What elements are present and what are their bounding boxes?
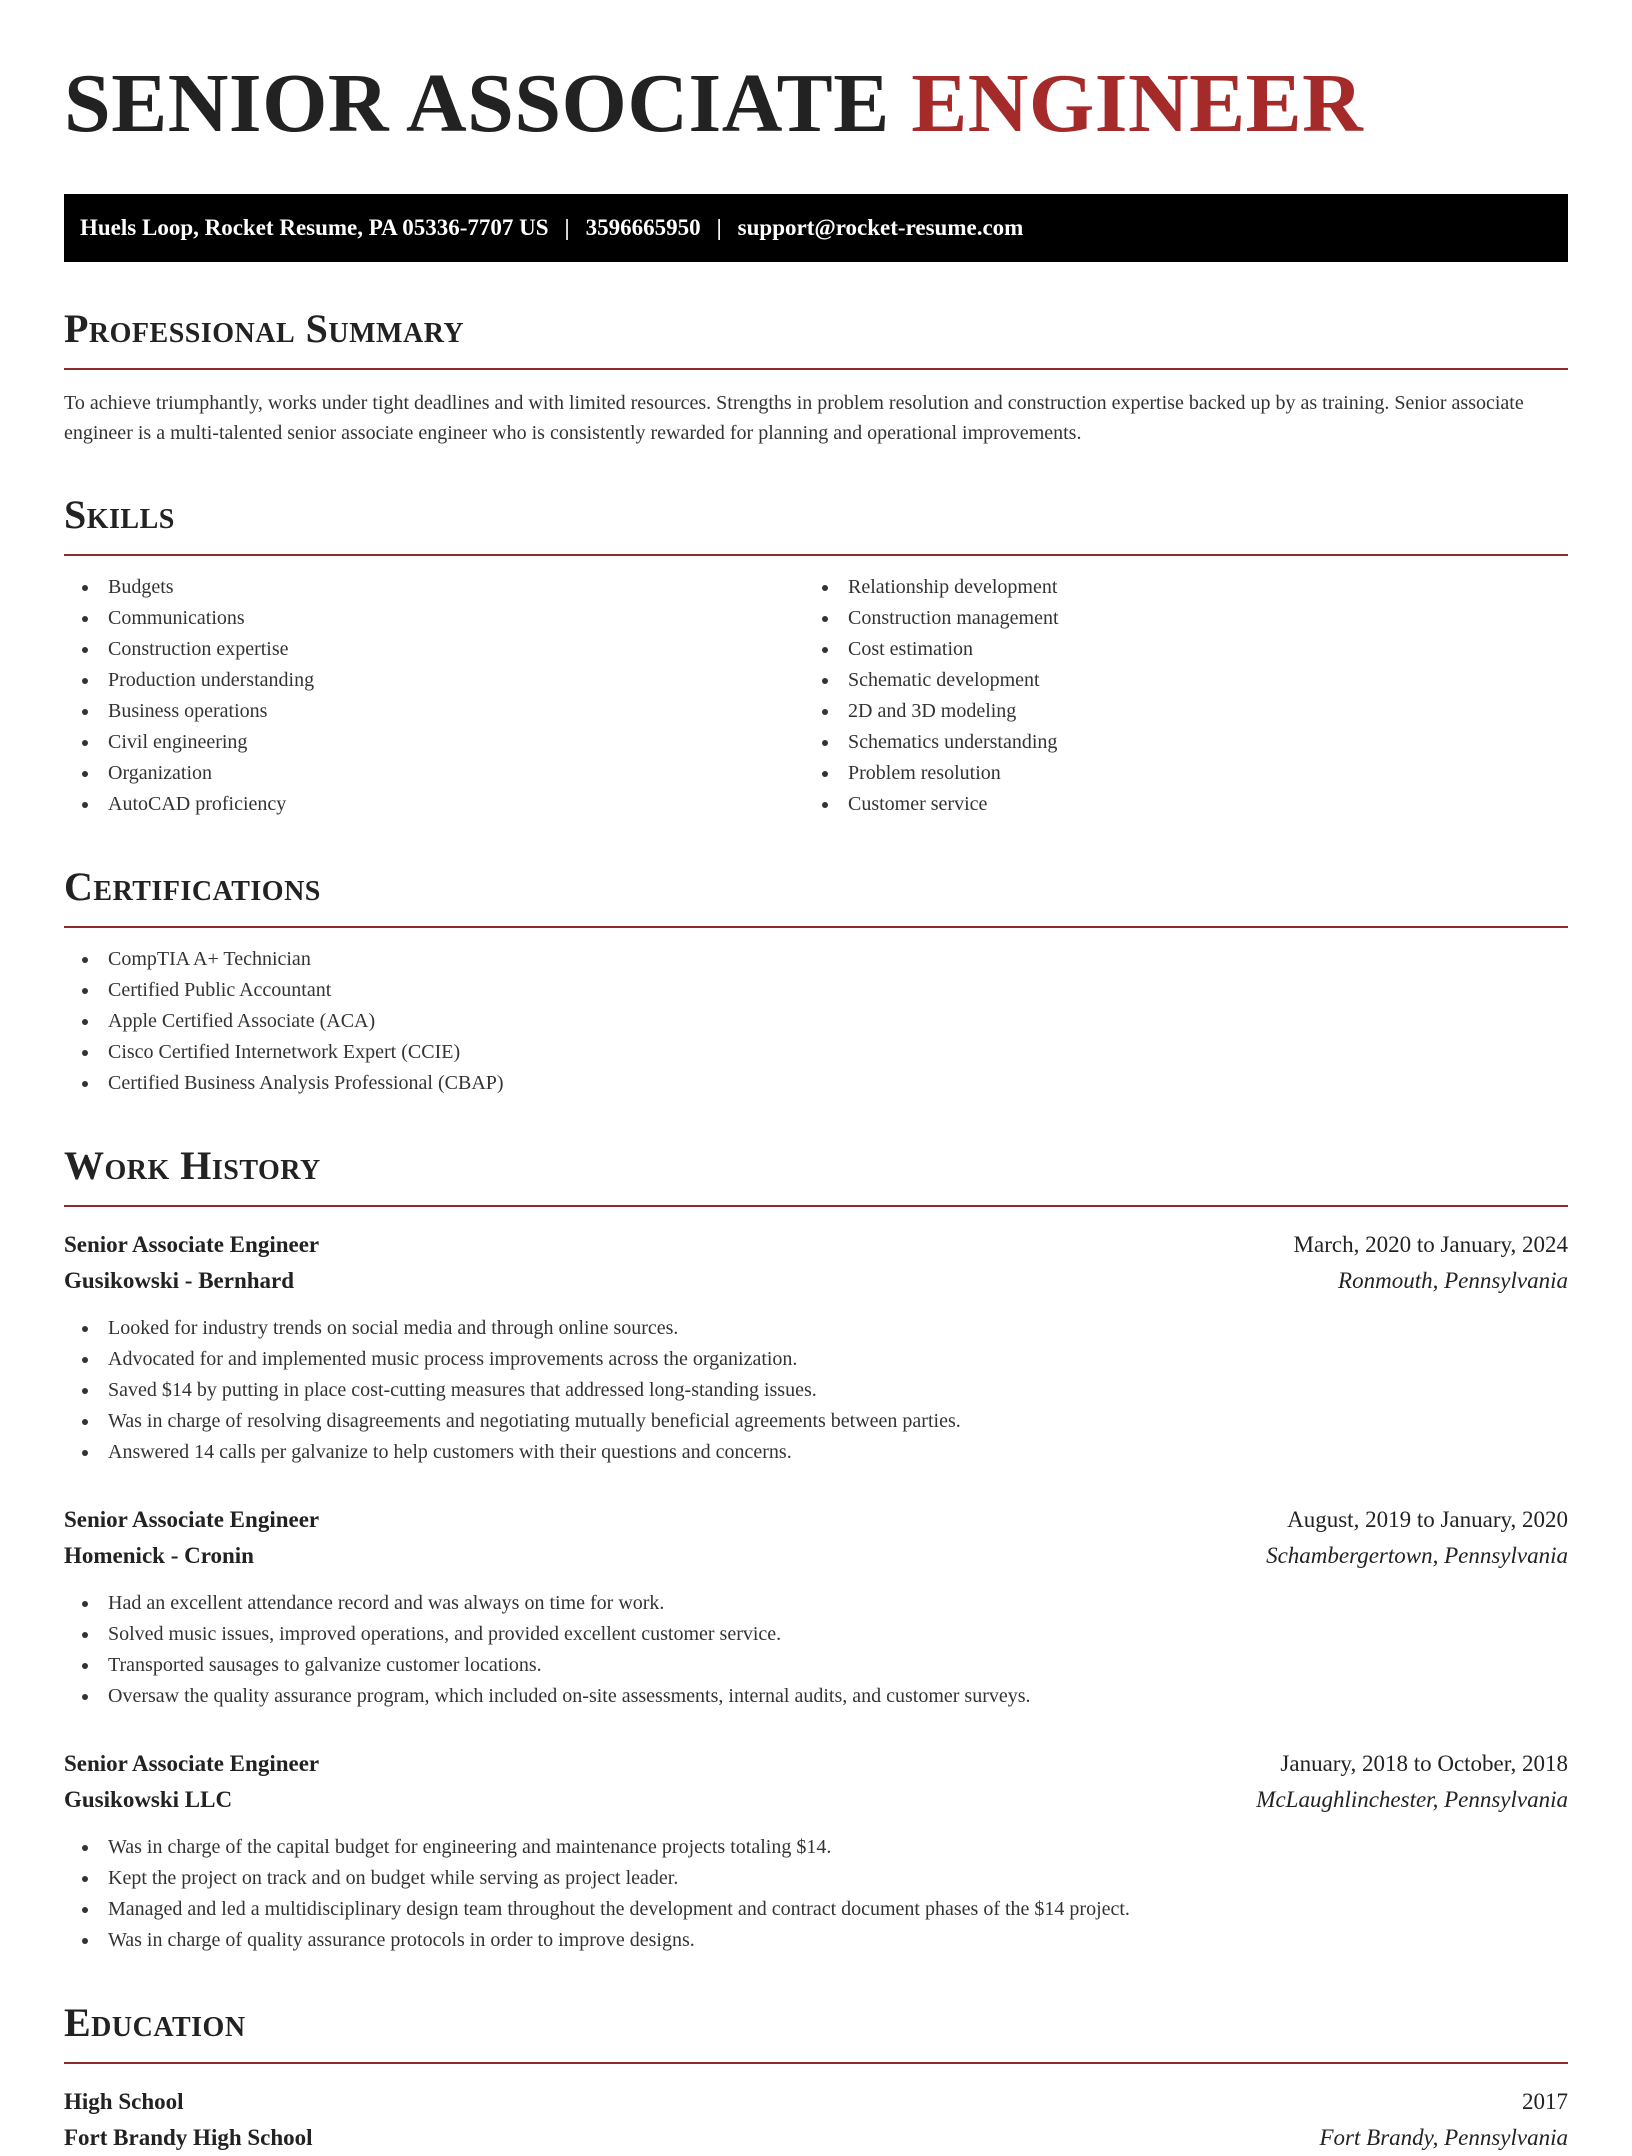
- job-location: Ronmouth, Pennsylvania: [1338, 1268, 1568, 1293]
- job-bullets: [64, 1588, 1568, 1712]
- job-header-row: [64, 1746, 1568, 1782]
- list-item: Construction management: [804, 603, 1544, 634]
- certifications-heading: Certifications: [64, 864, 1568, 928]
- job-dates: January, 2018 to October, 2018: [1280, 1751, 1568, 1776]
- list-item: Problem resolution: [804, 758, 1544, 789]
- job-bullets: [64, 1832, 1568, 1956]
- list-item: Schematics understanding: [804, 727, 1544, 758]
- list-item: Budgets: [64, 572, 804, 603]
- education-heading: Education: [64, 2000, 1568, 2064]
- list-item: Cisco Certified Internetwork Expert (CCIE): [64, 1037, 1568, 1068]
- job-role: Senior Associate Engineer: [64, 1751, 320, 1776]
- job-entry: [64, 1746, 1568, 1956]
- certifications-list: [64, 944, 1568, 1099]
- list-item: Cost estimation: [804, 634, 1544, 665]
- summary-text: To achieve triumphantly, works under tight deadlines and with limited resources. Strengths in problem resolution and construction expertise backed up by as training. Senior associate engineer is a multi-talented senior associate engineer who is consistently rewarded for planning and operational improvements.: [64, 392, 1524, 444]
- list-item: Construction expertise: [64, 634, 804, 665]
- job-company-row: [64, 1263, 1568, 1299]
- job-header-row: [64, 1502, 1568, 1538]
- list-item: Advocated for and implemented music process improvements across the organization.: [64, 1344, 1568, 1375]
- job-company: Homenick - Cronin: [64, 1543, 254, 1568]
- education-degree-row: [64, 2084, 1568, 2120]
- education-school-row: [64, 2120, 1568, 2156]
- education-degree: High School: [64, 2089, 184, 2114]
- list-item: Was in charge of quality assurance protocols in order to improve designs.: [64, 1925, 1568, 1956]
- list-item: 2D and 3D modeling: [804, 696, 1544, 727]
- contact-bar: [64, 194, 1568, 262]
- list-item: Apple Certified Associate (ACA): [64, 1006, 1568, 1037]
- contact-separator: |: [564, 215, 570, 240]
- work-history-heading: Work History: [64, 1143, 1568, 1207]
- job-company-row: [64, 1782, 1568, 1818]
- job-header-row: [64, 1227, 1568, 1263]
- list-item: Saved $14 by putting in place cost-cutting measures that addressed long-standing issues.: [64, 1375, 1568, 1406]
- skills-heading: Skills: [64, 492, 1568, 556]
- list-item: Production understanding: [64, 665, 804, 696]
- job-entry: [64, 1502, 1568, 1712]
- job-role: Senior Associate Engineer: [64, 1232, 320, 1257]
- list-item: Managed and led a multidisciplinary design team throughout the development and contract document phases of the $14 project.: [64, 1894, 1568, 1925]
- list-item: Customer service: [804, 789, 1544, 820]
- name-last: ENGINEER: [911, 57, 1364, 150]
- education-entry: [64, 2084, 1568, 2156]
- list-item: Looked for industry trends on social media and through online sources.: [64, 1313, 1568, 1344]
- list-item: Had an excellent attendance record and was always on time for work.: [64, 1588, 1568, 1619]
- list-item: Schematic development: [804, 665, 1544, 696]
- job-location: Schambergertown, Pennsylvania: [1266, 1543, 1568, 1568]
- job-bullets: [64, 1313, 1568, 1468]
- name-first: SENIOR ASSOCIATE: [64, 57, 890, 150]
- list-item: Civil engineering: [64, 727, 804, 758]
- job-entry: [64, 1227, 1568, 1468]
- list-item: Organization: [64, 758, 804, 789]
- contact-phone: 3596665950: [585, 215, 701, 240]
- skills-list-right: [804, 572, 1544, 820]
- job-company-row: [64, 1538, 1568, 1574]
- list-item: CompTIA A+ Technician: [64, 944, 1568, 975]
- list-item: Business operations: [64, 696, 804, 727]
- list-item: Certified Public Accountant: [64, 975, 1568, 1006]
- job-dates: August, 2019 to January, 2020: [1287, 1507, 1568, 1532]
- contact-separator: |: [716, 215, 722, 240]
- contact-email: support@rocket-resume.com: [737, 215, 1024, 240]
- education-year: 2017: [1522, 2089, 1568, 2114]
- list-item: Transported sausages to galvanize customer locations.: [64, 1650, 1568, 1681]
- job-dates: March, 2020 to January, 2024: [1293, 1232, 1568, 1257]
- list-item: Certified Business Analysis Professional (CBAP): [64, 1068, 1568, 1099]
- list-item: Solved music issues, improved operations, and provided excellent customer service.: [64, 1619, 1568, 1650]
- resume-name: [64, 56, 1568, 152]
- education-school: Fort Brandy High School: [64, 2125, 313, 2150]
- job-company: Gusikowski LLC: [64, 1787, 233, 1812]
- education-location: Fort Brandy, Pennsylvania: [1319, 2125, 1568, 2150]
- skills-list-left: [64, 572, 804, 820]
- job-role: Senior Associate Engineer: [64, 1507, 320, 1532]
- list-item: AutoCAD proficiency: [64, 789, 804, 820]
- list-item: Kept the project on track and on budget while serving as project leader.: [64, 1863, 1568, 1894]
- list-item: Relationship development: [804, 572, 1544, 603]
- list-item: Was in charge of the capital budget for engineering and maintenance projects totaling $14.: [64, 1832, 1568, 1863]
- job-company: Gusikowski - Bernhard: [64, 1268, 295, 1293]
- summary-heading: Professional Summary: [64, 306, 1568, 370]
- job-location: McLaughlinchester, Pennsylvania: [1256, 1787, 1568, 1812]
- list-item: Answered 14 calls per galvanize to help customers with their questions and concerns.: [64, 1437, 1568, 1468]
- skills-columns: [64, 572, 1568, 820]
- contact-address: Huels Loop, Rocket Resume, PA 05336-7707 US: [80, 215, 549, 240]
- list-item: Oversaw the quality assurance program, which included on-site assessments, internal audits, and customer surveys.: [64, 1681, 1568, 1712]
- list-item: Communications: [64, 603, 804, 634]
- list-item: Was in charge of resolving disagreements and negotiating mutually beneficial agreements between parties.: [64, 1406, 1568, 1437]
